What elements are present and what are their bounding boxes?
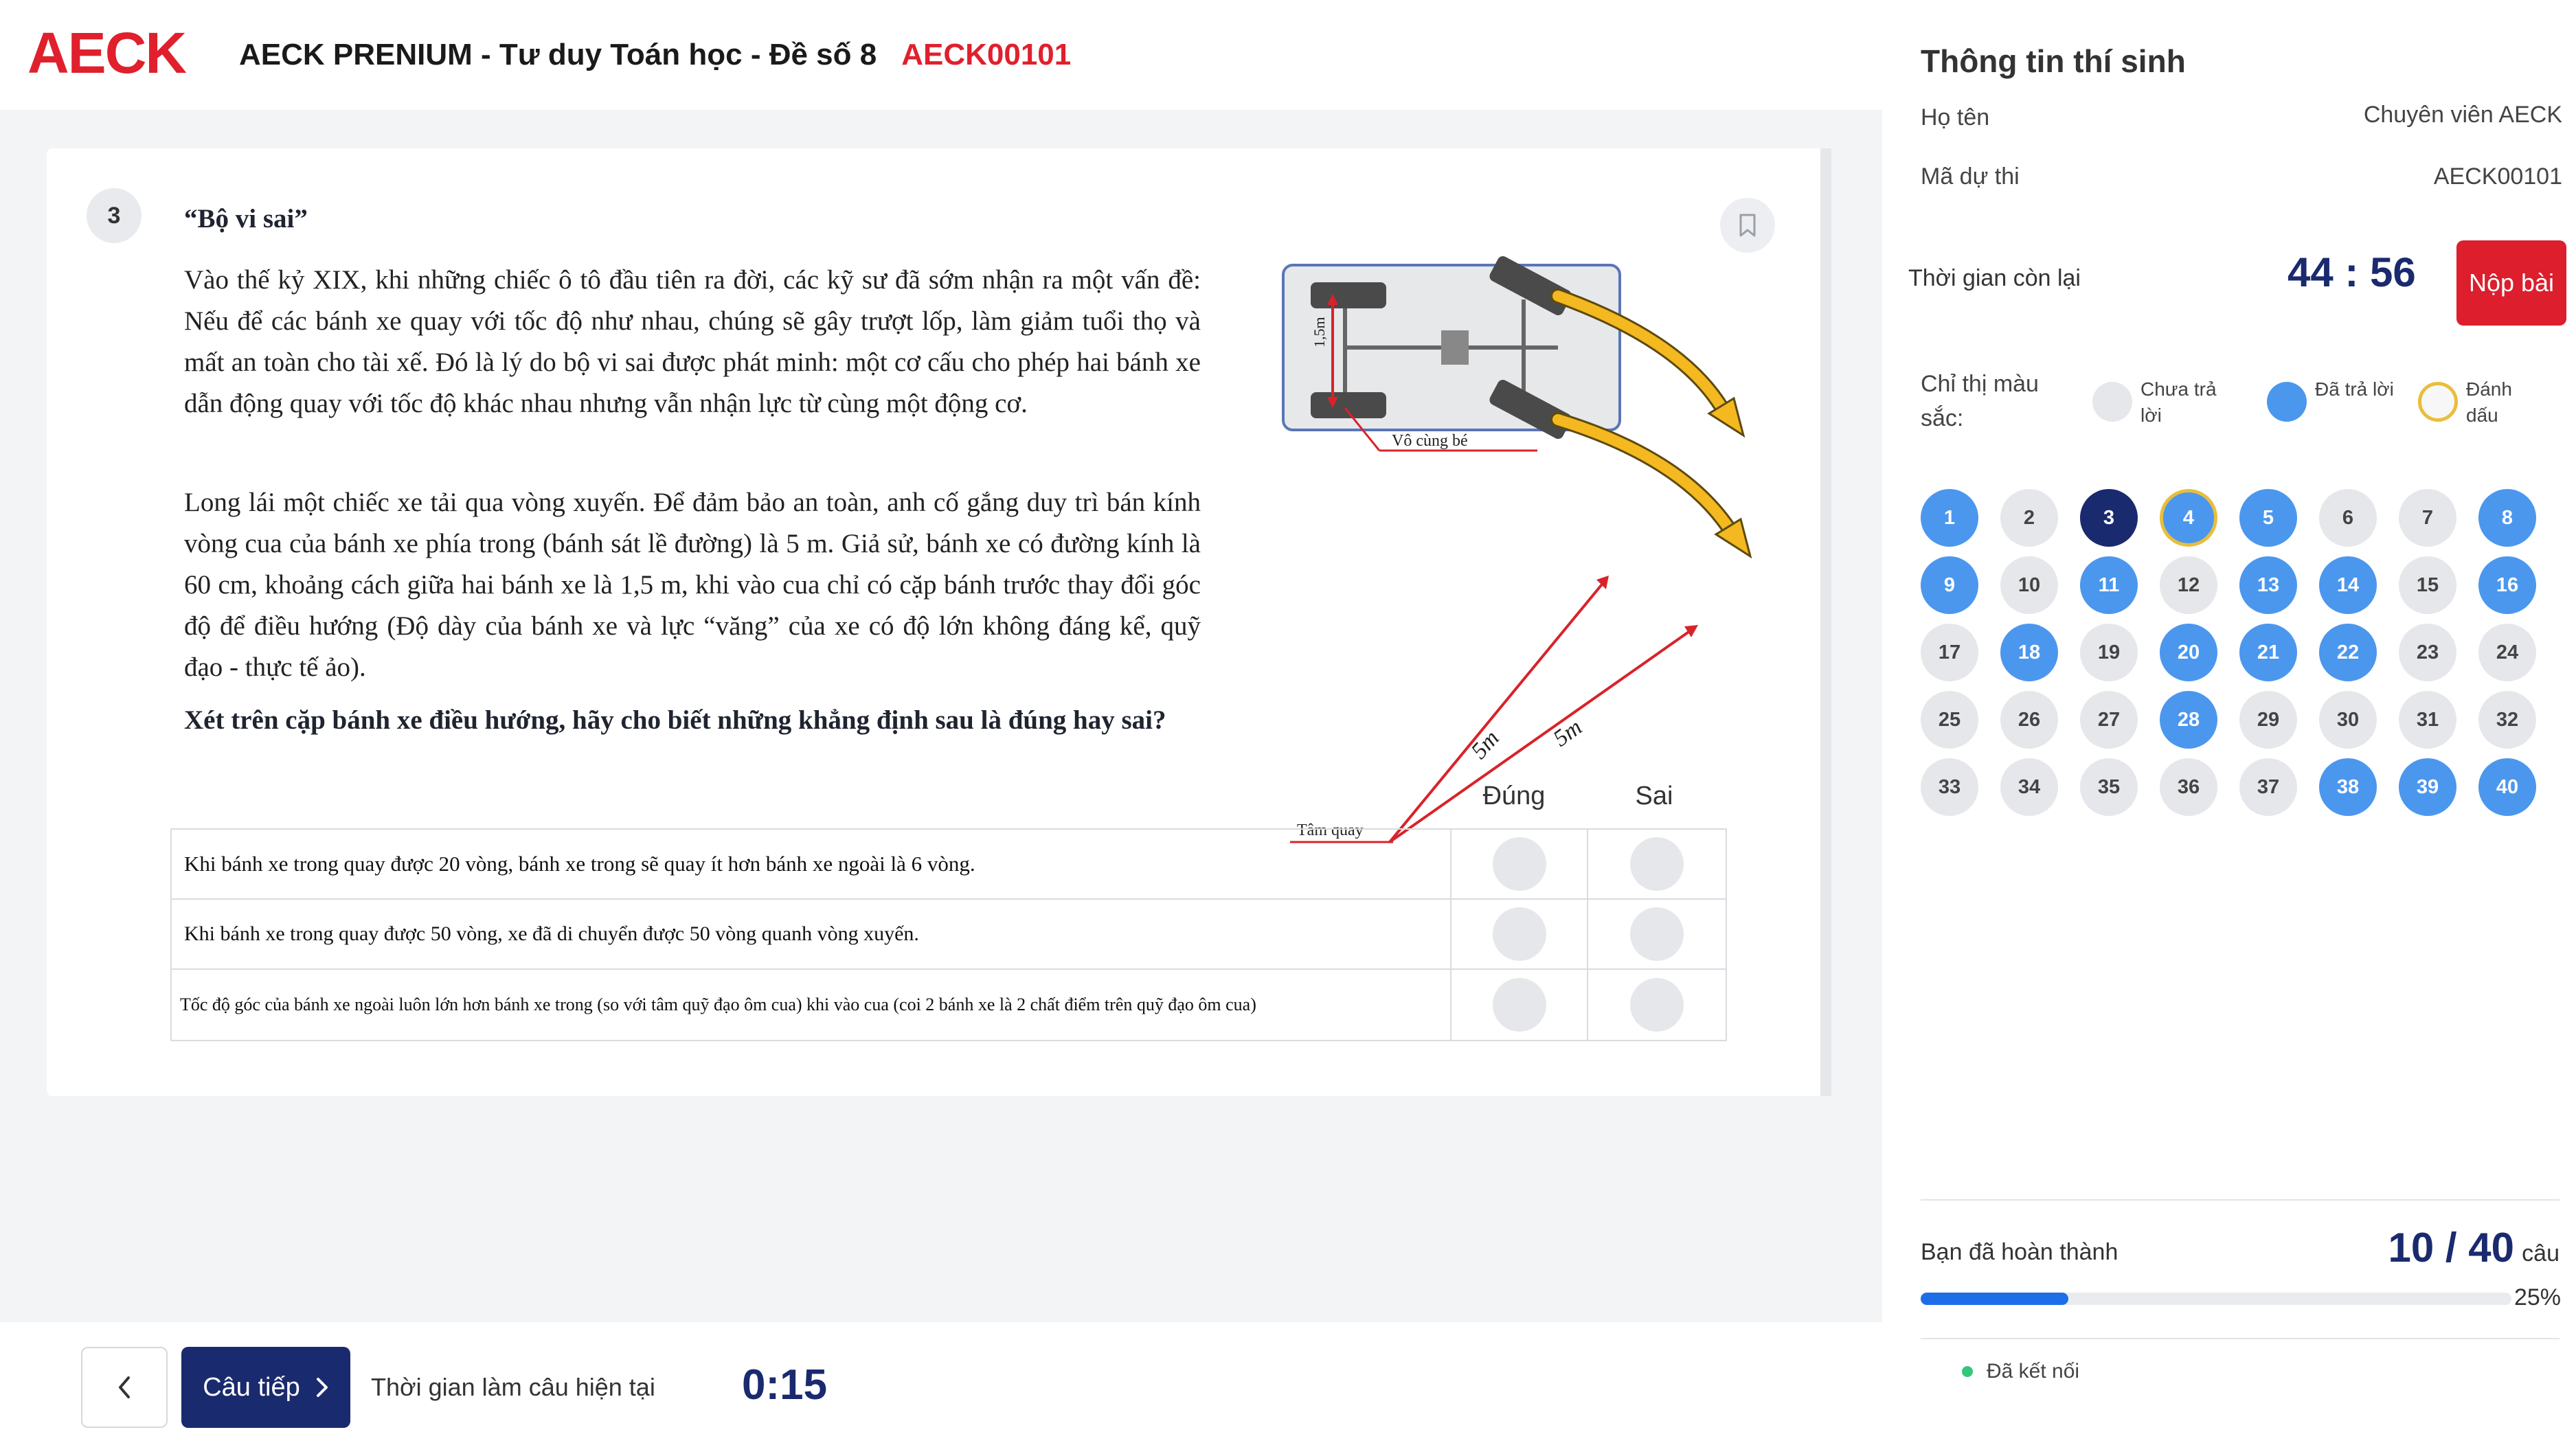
question-nav-button[interactable]: 8: [2478, 489, 2536, 547]
option-cell: [1451, 900, 1589, 968]
bookmark-button[interactable]: [1720, 198, 1775, 253]
next-question-button[interactable]: [181, 1347, 350, 1428]
connection-status: [1962, 1360, 2079, 1383]
question-nav-button[interactable]: 35: [2080, 758, 2138, 816]
column-header-false: Sai: [1635, 782, 1673, 810]
question-paragraph-2: Long lái một chiếc xe tải qua vòng xuyến. Để đảm bảo an toàn, anh cố gắng duy trì bán kính vòng cua của bánh xe phía trong (bánh sát lề đường) là 5 m. Giả sử, bánh xe có đường kính là 60 cm, khoảng cách giữa hai bánh xe là 1,5 m, khi vào cua chỉ có cặp bánh trước thay đổi góc độ để điều hướng (Độ dày của bánh xe và lực “văng” của xe có độ lớn không đáng kể, quỹ đạo - thực tế ảo).: [184, 488, 1201, 682]
connection-label: Đã kết nối: [1987, 1360, 2080, 1383]
column-header-true: Đúng: [1482, 782, 1546, 810]
question-heading: “Bộ vi sai”: [184, 204, 308, 234]
rear-wheel-bottom: [1311, 392, 1386, 418]
question-nav-button[interactable]: 21: [2239, 624, 2297, 681]
progress-unit: câu: [2522, 1240, 2560, 1266]
question-nav-button[interactable]: 14: [2319, 556, 2377, 614]
question-nav-button[interactable]: 34: [2000, 758, 2058, 816]
question-nav-button[interactable]: 5: [2239, 489, 2297, 547]
question-nav-button[interactable]: 33: [1921, 758, 1978, 816]
statement-text: Khi bánh xe trong quay được 50 vòng, xe đã di chuyển được 50 vòng quanh vòng xuyến.: [172, 900, 1451, 968]
question-nav-button[interactable]: 12: [2160, 556, 2217, 614]
chevron-right-icon: [315, 1376, 329, 1398]
question-nav-button[interactable]: 36: [2160, 758, 2217, 816]
svg-text:Tâm quay: Tâm quay: [1297, 821, 1364, 839]
progress-percent: 25%: [2513, 1284, 2561, 1310]
legend-marked: Đánh dấu: [2418, 376, 2549, 429]
exam-header: [0, 0, 1882, 110]
option-cell: [1588, 830, 1726, 898]
question-nav-button[interactable]: 3: [2080, 489, 2138, 547]
divider: [1921, 1199, 2560, 1201]
question-nav-button[interactable]: 26: [2000, 691, 2058, 749]
next-question-label: Câu tiếp: [203, 1372, 300, 1402]
option-cell: [1451, 830, 1589, 898]
candidate-code-label: Mã dự thi: [1921, 163, 2020, 190]
question-nav-button[interactable]: 2: [2000, 489, 2058, 547]
question-nav-button[interactable]: 30: [2319, 691, 2377, 749]
radio-false[interactable]: [1630, 978, 1684, 1032]
radio-true[interactable]: [1493, 907, 1546, 961]
question-nav-button[interactable]: 28: [2160, 691, 2217, 749]
question-card: [47, 148, 1824, 1096]
name-label: Họ tên: [1921, 104, 1990, 130]
option-cell: [1588, 900, 1726, 968]
progress-bar: [1921, 1293, 2511, 1305]
svg-text:AECK: AECK: [27, 27, 186, 82]
bookmark-icon: [1737, 213, 1758, 238]
question-nav-button[interactable]: 19: [2080, 624, 2138, 681]
current-question-time: 0:15: [742, 1361, 828, 1409]
svg-text:Vô cùng bé: Vô cùng bé: [1392, 432, 1468, 450]
question-nav-button[interactable]: 20: [2160, 624, 2217, 681]
submit-button[interactable]: Nộp bài: [2456, 240, 2566, 326]
question-nav-button[interactable]: 4: [2160, 489, 2217, 547]
navigation-footer: [0, 1322, 1882, 1443]
question-navigator: [1921, 489, 2560, 816]
candidate-code-value: AECK00101: [2433, 163, 2562, 190]
statement-text: Khi bánh xe trong quay được 20 vòng, bánh xe trong sẽ quay ít hơn bánh xe ngoài là 6 vòng.: [172, 830, 1451, 898]
question-nav-button[interactable]: 13: [2239, 556, 2297, 614]
svg-text:5m: 5m: [1466, 725, 1504, 764]
statement-table: [170, 828, 1727, 1041]
statement-row: [172, 970, 1726, 1040]
question-nav-button[interactable]: 22: [2319, 624, 2377, 681]
question-prompt: Xét trên cặp bánh xe điều hướng, hãy cho biết những khẳng định sau là đúng hay sai?: [184, 705, 1166, 735]
progress-count: 10 / 40: [2388, 1225, 2514, 1271]
answered-dot-icon: [2267, 382, 2307, 422]
candidate-panel: [1882, 0, 2576, 1443]
radio-true[interactable]: [1493, 978, 1546, 1032]
radio-true[interactable]: [1493, 837, 1546, 891]
question-nav-button[interactable]: 7: [2399, 489, 2456, 547]
statement-text: Tốc độ góc của bánh xe ngoài luôn lớn hơn bánh xe trong (so với tâm quỹ đạo ôm cua) khi vào cua (coi 2 bánh xe là 2 chất điểm trên quỹ đạo ôm cua): [172, 970, 1451, 1040]
question-nav-button[interactable]: 25: [1921, 691, 1978, 749]
time-remaining: 44 : 56: [2287, 249, 2416, 295]
question-nav-button[interactable]: 16: [2478, 556, 2536, 614]
question-number-badge: 3: [87, 188, 142, 243]
svg-text:1,5m: 1,5m: [1311, 317, 1328, 348]
legend-unanswered: Chưa trả lời: [2092, 376, 2223, 429]
question-nav-button[interactable]: 1: [1921, 489, 1978, 547]
divider: [1921, 1338, 2560, 1339]
color-legend-title: Chỉ thị màu sắc:: [1921, 371, 2039, 431]
statement-row: [172, 900, 1726, 970]
question-paragraph-1: Vào thế kỷ XIX, khi những chiếc ô tô đầu tiên ra đời, các kỹ sư đã sớm nhận ra một vấn đề: Nếu để các bánh xe quay với tốc độ như nhau, chúng sẽ gây trượt lốp, làm giảm tuổi thọ và mất an toàn cho tài xế. Đó là lý do bộ vi sai được phát minh: một cơ cấu cho phép hai bánh xe dẫn động quay với tốc độ khác nhau nhưng vẫn nhận lực từ cùng một động cơ.: [184, 265, 1201, 418]
exam-title: AECK PRENIUM - Tư duy Toán học - Đề số 8: [239, 38, 877, 71]
time-remaining-label: Thời gian còn lại: [1908, 265, 2081, 291]
card-scrollbar[interactable]: [1820, 148, 1831, 1096]
question-nav-button[interactable]: 15: [2399, 556, 2456, 614]
question-nav-button[interactable]: 23: [2399, 624, 2456, 681]
progress-label: Bạn đã hoàn thành: [1921, 1239, 2119, 1265]
question-nav-button[interactable]: 37: [2239, 758, 2297, 816]
rear-wheel-top: [1311, 282, 1386, 308]
question-nav-button[interactable]: 6: [2319, 489, 2377, 547]
option-cell: [1451, 970, 1589, 1040]
question-nav-button[interactable]: 18: [2000, 624, 2058, 681]
statement-row: [172, 830, 1726, 900]
question-nav-button[interactable]: 38: [2319, 758, 2377, 816]
name-value: Chuyên viên AECK: [2363, 102, 2562, 128]
question-nav-button[interactable]: 31: [2399, 691, 2456, 749]
question-nav-button[interactable]: 11: [2080, 556, 2138, 614]
radio-false[interactable]: [1630, 837, 1684, 891]
legend-answered: Đã trả lời: [2267, 376, 2397, 422]
previous-question-button[interactable]: [81, 1347, 168, 1428]
question-nav-button[interactable]: 9: [1921, 556, 1978, 614]
chevron-left-icon: [116, 1375, 133, 1400]
exam-code: AECK00101: [901, 38, 1072, 71]
candidate-info-title: Thông tin thí sinh: [1921, 43, 2186, 79]
progress-bar-fill: [1921, 1293, 2068, 1305]
question-nav-button[interactable]: 17: [1921, 624, 1978, 681]
question-nav-button[interactable]: 32: [2478, 691, 2536, 749]
radio-false[interactable]: [1630, 907, 1684, 961]
question-nav-button[interactable]: 39: [2399, 758, 2456, 816]
marked-dot-icon: [2418, 382, 2458, 422]
question-nav-button[interactable]: 10: [2000, 556, 2058, 614]
connected-dot-icon: [1962, 1366, 1973, 1377]
option-cell: [1588, 970, 1726, 1040]
question-nav-button[interactable]: 27: [2080, 691, 2138, 749]
unanswered-dot-icon: [2092, 382, 2132, 422]
aeck-logo: [27, 27, 227, 82]
current-question-time-label: Thời gian làm câu hiện tại: [371, 1373, 655, 1401]
question-nav-button[interactable]: 40: [2478, 758, 2536, 816]
differential-diagram: [1269, 251, 1778, 870]
question-nav-button[interactable]: 29: [2239, 691, 2297, 749]
question-nav-button[interactable]: 24: [2478, 624, 2536, 681]
svg-text:5m: 5m: [1548, 714, 1587, 752]
